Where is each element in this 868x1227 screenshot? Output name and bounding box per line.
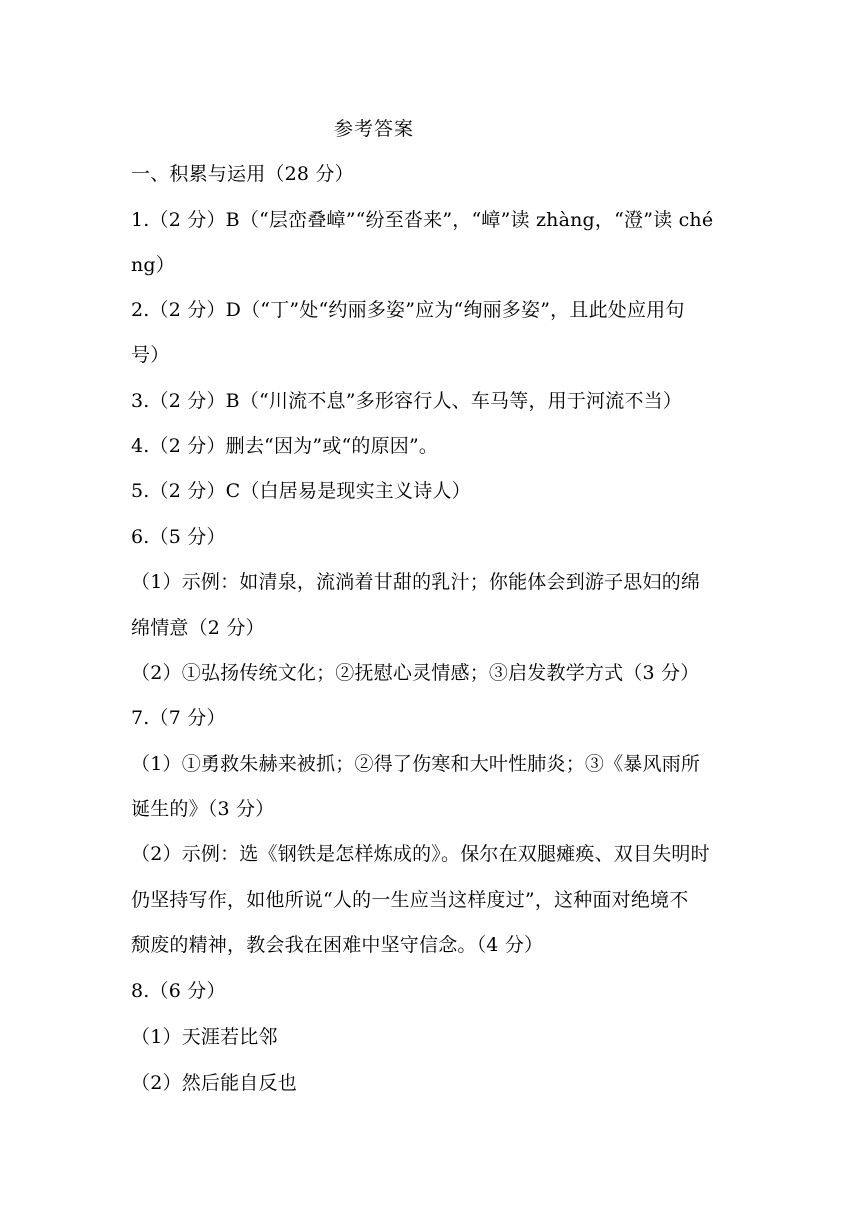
answer-line-1b: ng） <box>131 254 175 276</box>
answer-line-6-1a: （1）示例：如清泉，流淌着甘甜的乳汁；你能体会到游子思妇的绵 <box>131 571 701 593</box>
answer-line-8-1: （1）天涯若比邻 <box>131 1026 278 1048</box>
answer-line-5: 5.（2 分）C（白居易是现实主义诗人） <box>131 480 471 502</box>
answer-line-8-2: （2）然后能自反也 <box>131 1072 297 1094</box>
answer-line-7: 7.（7 分） <box>131 707 226 729</box>
answer-line-7-2a: （2）示例：选《钢铁是怎样炼成的》。保尔在双腿瘫痪、双目失明时 <box>131 843 710 865</box>
answer-line-7-2b: 仍坚持写作，如他所说“人的一生应当这样度过”，这种面对绝境不 <box>131 889 689 911</box>
section-heading: 一、积累与运用（28 分） <box>131 163 354 185</box>
answer-line-8: 8.（6 分） <box>131 980 226 1002</box>
answer-line-6-1b: 绵情意（2 分） <box>131 617 265 639</box>
answer-line-6-2: （2）①弘扬传统文化；②抚慰心灵情感；③启发教学方式（3 分） <box>131 662 700 684</box>
answer-line-7-1a: （1）①勇救朱赫来被抓；②得了伤寒和大叶性肺炎；③《暴风雨所 <box>131 753 701 775</box>
answer-line-3: 3.（2 分）B（“川流不息”多形容行人、车马等，用于河流不当） <box>131 390 683 412</box>
answer-line-6: 6.（5 分） <box>131 526 226 548</box>
answer-line-7-2c: 颓废的精神，教会我在困难中坚守信念。（4 分） <box>131 934 544 956</box>
answer-line-4: 4.（2 分）删去“因为”或“的原因”。 <box>131 435 439 457</box>
answer-line-2b: 号） <box>131 344 170 366</box>
document-title: 参考答案 <box>334 118 415 140</box>
answer-line-1a: 1.（2 分）B（“层峦叠嶂”“纷至沓来”，“嶂”读 zhàng，“澄”读 ché <box>131 209 714 231</box>
answer-line-2a: 2.（2 分）D（“丁”处“约丽多姿”应为“绚丽多姿”，且此处应用句 <box>131 299 685 321</box>
answer-line-7-1b: 诞生的》（3 分） <box>131 798 275 820</box>
